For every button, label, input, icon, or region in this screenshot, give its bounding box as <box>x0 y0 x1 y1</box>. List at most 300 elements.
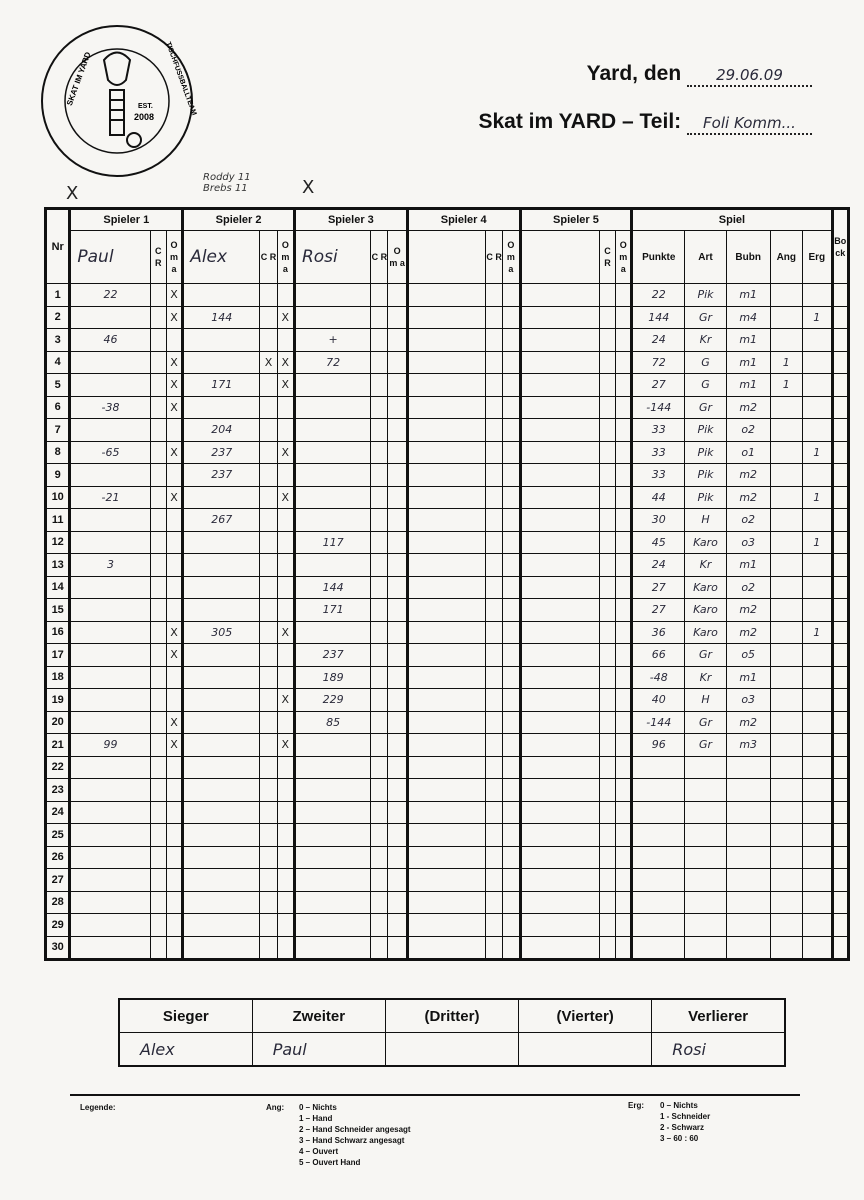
spiel-ang[interactable] <box>770 689 803 712</box>
spiel-punkte[interactable]: 72 <box>632 351 685 374</box>
player5-cr[interactable] <box>599 846 615 869</box>
player3-oma[interactable] <box>388 554 407 577</box>
spiel-punkte[interactable] <box>632 779 685 802</box>
player2-score[interactable] <box>183 486 260 509</box>
player1-score[interactable] <box>70 689 150 712</box>
player5-score[interactable] <box>520 689 599 712</box>
player4-cr[interactable] <box>486 891 503 914</box>
player4-score[interactable] <box>407 576 485 599</box>
spiel-punkte[interactable]: 27 <box>632 576 685 599</box>
player2-score[interactable] <box>183 554 260 577</box>
player5-oma[interactable] <box>616 599 632 622</box>
player4-cr[interactable] <box>486 486 503 509</box>
player5-oma[interactable] <box>616 419 632 442</box>
spiel-art[interactable]: G <box>685 351 727 374</box>
player2-oma[interactable] <box>277 891 294 914</box>
player3-cr[interactable] <box>371 914 388 937</box>
player2-score[interactable] <box>183 936 260 960</box>
bock-cell[interactable] <box>832 509 848 532</box>
player2-score[interactable] <box>183 396 260 419</box>
player1-oma[interactable] <box>166 914 182 937</box>
player4-oma[interactable] <box>503 531 520 554</box>
player3-score[interactable]: 117 <box>294 531 370 554</box>
bock-cell[interactable] <box>832 644 848 667</box>
player1-score[interactable] <box>70 531 150 554</box>
player2-oma[interactable]: X <box>277 351 294 374</box>
player3-oma[interactable] <box>388 351 407 374</box>
player4-cr[interactable] <box>486 689 503 712</box>
player4-oma[interactable] <box>503 869 520 892</box>
player4-cr[interactable] <box>486 914 503 937</box>
spiel-art[interactable]: Gr <box>685 711 727 734</box>
player1-score[interactable] <box>70 936 150 960</box>
player2-cr[interactable] <box>260 509 277 532</box>
player1-oma[interactable]: X <box>166 486 182 509</box>
player1-cr[interactable] <box>150 419 166 442</box>
player2-score[interactable] <box>183 689 260 712</box>
spiel-punkte[interactable]: 66 <box>632 644 685 667</box>
player5-cr[interactable] <box>599 666 615 689</box>
player2-oma[interactable] <box>277 576 294 599</box>
player5-cr[interactable] <box>599 779 615 802</box>
player2-cr[interactable] <box>260 374 277 397</box>
spiel-punkte[interactable]: 24 <box>632 554 685 577</box>
spiel-punkte[interactable]: -144 <box>632 711 685 734</box>
player2-cr[interactable] <box>260 396 277 419</box>
spiel-ang[interactable] <box>770 306 803 329</box>
spiel-ang[interactable] <box>770 419 803 442</box>
player4-score[interactable] <box>407 869 485 892</box>
player1-cr[interactable] <box>150 306 166 329</box>
player4-cr[interactable] <box>486 936 503 960</box>
player3-score[interactable] <box>294 486 370 509</box>
bock-cell[interactable] <box>832 801 848 824</box>
player5-oma[interactable] <box>616 441 632 464</box>
player2-oma[interactable] <box>277 419 294 442</box>
player5-cr[interactable] <box>599 396 615 419</box>
player3-score[interactable]: 229 <box>294 689 370 712</box>
player1-cr[interactable] <box>150 801 166 824</box>
spiel-bubn[interactable] <box>726 936 770 960</box>
player4-oma[interactable] <box>503 464 520 487</box>
result-value[interactable]: Alex <box>119 1033 252 1067</box>
player3-oma[interactable] <box>388 644 407 667</box>
player5-oma[interactable] <box>616 644 632 667</box>
spiel-punkte[interactable]: 96 <box>632 734 685 757</box>
player2-cr[interactable] <box>260 284 277 307</box>
bock-cell[interactable] <box>832 936 848 960</box>
player2-cr[interactable] <box>260 801 277 824</box>
player1-score[interactable] <box>70 801 150 824</box>
spiel-erg[interactable]: 1 <box>803 306 832 329</box>
spiel-ang[interactable] <box>770 464 803 487</box>
player4-cr[interactable] <box>486 801 503 824</box>
player3-score[interactable] <box>294 936 370 960</box>
player1-score[interactable]: 99 <box>70 734 150 757</box>
player1-cr[interactable] <box>150 711 166 734</box>
player3-score[interactable]: + <box>294 329 370 352</box>
player2-score[interactable]: 204 <box>183 419 260 442</box>
player5-score[interactable] <box>520 824 599 847</box>
player1-cr[interactable] <box>150 644 166 667</box>
player3-score[interactable] <box>294 464 370 487</box>
spiel-bubn[interactable]: m1 <box>726 284 770 307</box>
player4-score[interactable] <box>407 689 485 712</box>
player2-oma[interactable] <box>277 824 294 847</box>
player5-oma[interactable] <box>616 576 632 599</box>
bock-cell[interactable] <box>832 464 848 487</box>
spiel-ang[interactable] <box>770 734 803 757</box>
player4-oma[interactable] <box>503 734 520 757</box>
spiel-punkte[interactable]: 33 <box>632 464 685 487</box>
bock-cell[interactable] <box>832 284 848 307</box>
player3-oma[interactable] <box>388 914 407 937</box>
player4-score[interactable] <box>407 621 485 644</box>
player5-oma[interactable] <box>616 306 632 329</box>
spiel-erg[interactable] <box>803 666 832 689</box>
spiel-erg[interactable] <box>803 351 832 374</box>
spiel-punkte[interactable]: 30 <box>632 509 685 532</box>
player5-score[interactable] <box>520 509 599 532</box>
spiel-punkte[interactable]: -144 <box>632 396 685 419</box>
player5-cr[interactable] <box>599 801 615 824</box>
player4-score[interactable] <box>407 824 485 847</box>
bock-cell[interactable] <box>832 689 848 712</box>
spiel-art[interactable]: Gr <box>685 306 727 329</box>
spiel-punkte[interactable] <box>632 824 685 847</box>
player5-score[interactable] <box>520 306 599 329</box>
player3-score[interactable] <box>294 419 370 442</box>
spiel-punkte[interactable]: 27 <box>632 374 685 397</box>
player1-score[interactable] <box>70 779 150 802</box>
player5-oma[interactable] <box>616 396 632 419</box>
player4-cr[interactable] <box>486 779 503 802</box>
player4-oma[interactable] <box>503 936 520 960</box>
spiel-erg[interactable] <box>803 509 832 532</box>
player5-oma[interactable] <box>616 329 632 352</box>
bock-cell[interactable] <box>832 869 848 892</box>
player4-cr[interactable] <box>486 621 503 644</box>
spiel-erg[interactable] <box>803 756 832 779</box>
result-value[interactable]: Paul <box>252 1033 385 1067</box>
spiel-ang[interactable] <box>770 644 803 667</box>
player1-score[interactable] <box>70 374 150 397</box>
player3-oma[interactable] <box>388 419 407 442</box>
player2-cr[interactable] <box>260 914 277 937</box>
spiel-bubn[interactable]: m2 <box>726 464 770 487</box>
player5-oma[interactable] <box>616 351 632 374</box>
player1-score[interactable] <box>70 846 150 869</box>
spiel-erg[interactable] <box>803 464 832 487</box>
player4-score[interactable] <box>407 419 485 442</box>
player3-oma[interactable] <box>388 441 407 464</box>
player1-cr[interactable] <box>150 779 166 802</box>
player4-oma[interactable] <box>503 374 520 397</box>
result-value[interactable]: Rosi <box>652 1033 785 1067</box>
player1-score[interactable] <box>70 756 150 779</box>
player2-cr[interactable] <box>260 734 277 757</box>
spiel-bubn[interactable]: o5 <box>726 644 770 667</box>
player4-score[interactable] <box>407 779 485 802</box>
player5-oma[interactable] <box>616 891 632 914</box>
player3-score[interactable]: 189 <box>294 666 370 689</box>
player4-cr[interactable] <box>486 351 503 374</box>
player2-cr[interactable] <box>260 599 277 622</box>
player4-score[interactable] <box>407 464 485 487</box>
player1-oma[interactable] <box>166 936 182 960</box>
player1-oma[interactable] <box>166 576 182 599</box>
player3-oma[interactable] <box>388 689 407 712</box>
player2-oma[interactable] <box>277 666 294 689</box>
spiel-art[interactable] <box>685 891 727 914</box>
player2-score[interactable] <box>183 644 260 667</box>
player3-cr[interactable] <box>371 666 388 689</box>
player3-score[interactable] <box>294 509 370 532</box>
spiel-bubn[interactable]: m2 <box>726 621 770 644</box>
player1-score[interactable] <box>70 419 150 442</box>
player2-cr[interactable] <box>260 621 277 644</box>
player5-cr[interactable] <box>599 531 615 554</box>
player5-oma[interactable] <box>616 779 632 802</box>
player5-score[interactable] <box>520 644 599 667</box>
spiel-ang[interactable] <box>770 329 803 352</box>
spiel-art[interactable]: Kr <box>685 554 727 577</box>
player2-score[interactable]: 171 <box>183 374 260 397</box>
player1-cr[interactable] <box>150 284 166 307</box>
player5-cr[interactable] <box>599 509 615 532</box>
spiel-bubn[interactable]: m2 <box>726 396 770 419</box>
player5-cr[interactable] <box>599 464 615 487</box>
player5-score[interactable] <box>520 936 599 960</box>
player3-score[interactable] <box>294 914 370 937</box>
player5-oma[interactable] <box>616 936 632 960</box>
player2-oma[interactable] <box>277 936 294 960</box>
player4-oma[interactable] <box>503 779 520 802</box>
spiel-ang[interactable] <box>770 869 803 892</box>
player1-cr[interactable] <box>150 869 166 892</box>
spiel-erg[interactable] <box>803 734 832 757</box>
player5-score[interactable] <box>520 374 599 397</box>
player2-oma[interactable] <box>277 644 294 667</box>
player1-cr[interactable] <box>150 486 166 509</box>
player5-score[interactable] <box>520 621 599 644</box>
player5-score[interactable] <box>520 284 599 307</box>
player4-oma[interactable] <box>503 644 520 667</box>
spiel-art[interactable] <box>685 914 727 937</box>
spiel-ang[interactable] <box>770 554 803 577</box>
spiel-punkte[interactable]: 33 <box>632 441 685 464</box>
player5-score[interactable] <box>520 914 599 937</box>
spiel-erg[interactable] <box>803 576 832 599</box>
spiel-erg[interactable]: 1 <box>803 441 832 464</box>
player3-score[interactable] <box>294 284 370 307</box>
player5-score[interactable] <box>520 846 599 869</box>
player3-cr[interactable] <box>371 756 388 779</box>
spiel-bubn[interactable] <box>726 869 770 892</box>
player2-oma[interactable] <box>277 329 294 352</box>
player5-score[interactable] <box>520 576 599 599</box>
player1-oma[interactable] <box>166 666 182 689</box>
player4-score[interactable] <box>407 666 485 689</box>
player3-cr[interactable] <box>371 621 388 644</box>
player1-score[interactable] <box>70 869 150 892</box>
player2-oma[interactable] <box>277 846 294 869</box>
spiel-bubn[interactable]: m2 <box>726 711 770 734</box>
player1-cr[interactable] <box>150 509 166 532</box>
player2-oma[interactable]: X <box>277 734 294 757</box>
player3-cr[interactable] <box>371 644 388 667</box>
spiel-erg[interactable]: 1 <box>803 486 832 509</box>
player2-score[interactable] <box>183 824 260 847</box>
result-value[interactable] <box>519 1033 652 1067</box>
spiel-erg[interactable] <box>803 644 832 667</box>
player1-cr[interactable] <box>150 824 166 847</box>
player4-oma[interactable] <box>503 329 520 352</box>
player5-cr[interactable] <box>599 914 615 937</box>
spiel-art[interactable]: Gr <box>685 396 727 419</box>
player2-cr[interactable] <box>260 486 277 509</box>
player4-score[interactable] <box>407 711 485 734</box>
player4-cr[interactable] <box>486 734 503 757</box>
player-name-1[interactable]: Paul <box>70 231 150 284</box>
player4-score[interactable] <box>407 644 485 667</box>
bock-cell[interactable] <box>832 666 848 689</box>
bock-cell[interactable] <box>832 486 848 509</box>
bock-cell[interactable] <box>832 711 848 734</box>
player4-oma[interactable] <box>503 351 520 374</box>
player3-cr[interactable] <box>371 531 388 554</box>
player2-oma[interactable] <box>277 801 294 824</box>
spiel-ang[interactable] <box>770 441 803 464</box>
player2-oma[interactable] <box>277 711 294 734</box>
player2-score[interactable]: 237 <box>183 464 260 487</box>
player2-oma[interactable]: X <box>277 374 294 397</box>
player4-oma[interactable] <box>503 666 520 689</box>
player3-score[interactable] <box>294 441 370 464</box>
bock-cell[interactable] <box>832 554 848 577</box>
player4-score[interactable] <box>407 914 485 937</box>
player3-cr[interactable] <box>371 711 388 734</box>
player5-oma[interactable] <box>616 801 632 824</box>
spiel-bubn[interactable]: m2 <box>726 599 770 622</box>
player2-oma[interactable] <box>277 531 294 554</box>
spiel-punkte[interactable]: 40 <box>632 689 685 712</box>
player3-cr[interactable] <box>371 284 388 307</box>
player1-score[interactable] <box>70 351 150 374</box>
player3-oma[interactable] <box>388 486 407 509</box>
spiel-erg[interactable]: 1 <box>803 621 832 644</box>
spiel-ang[interactable] <box>770 846 803 869</box>
player2-cr[interactable] <box>260 644 277 667</box>
player2-score[interactable] <box>183 666 260 689</box>
spiel-punkte[interactable] <box>632 869 685 892</box>
player3-cr[interactable] <box>371 419 388 442</box>
spiel-bubn[interactable] <box>726 891 770 914</box>
spiel-ang[interactable] <box>770 576 803 599</box>
player2-score[interactable] <box>183 801 260 824</box>
player4-cr[interactable] <box>486 374 503 397</box>
bock-cell[interactable] <box>832 329 848 352</box>
spiel-erg[interactable] <box>803 914 832 937</box>
player2-cr[interactable] <box>260 936 277 960</box>
player3-cr[interactable] <box>371 869 388 892</box>
player4-score[interactable] <box>407 599 485 622</box>
player3-oma[interactable] <box>388 756 407 779</box>
player2-oma[interactable] <box>277 599 294 622</box>
player3-score[interactable] <box>294 374 370 397</box>
player3-score[interactable] <box>294 779 370 802</box>
player5-cr[interactable] <box>599 351 615 374</box>
player5-oma[interactable] <box>616 869 632 892</box>
spiel-bubn[interactable] <box>726 914 770 937</box>
player1-oma[interactable] <box>166 756 182 779</box>
player4-score[interactable] <box>407 329 485 352</box>
spiel-ang[interactable] <box>770 824 803 847</box>
spiel-bubn[interactable] <box>726 801 770 824</box>
spiel-punkte[interactable] <box>632 756 685 779</box>
bock-cell[interactable] <box>832 824 848 847</box>
player2-score[interactable] <box>183 599 260 622</box>
spiel-art[interactable] <box>685 801 727 824</box>
player1-cr[interactable] <box>150 531 166 554</box>
player5-oma[interactable] <box>616 464 632 487</box>
spiel-bubn[interactable] <box>726 846 770 869</box>
spiel-bubn[interactable]: o3 <box>726 531 770 554</box>
player3-cr[interactable] <box>371 351 388 374</box>
bock-cell[interactable] <box>832 306 848 329</box>
spiel-punkte[interactable] <box>632 914 685 937</box>
spiel-punkte[interactable] <box>632 891 685 914</box>
player2-score[interactable] <box>183 351 260 374</box>
player5-cr[interactable] <box>599 441 615 464</box>
player1-score[interactable]: 46 <box>70 329 150 352</box>
player3-oma[interactable] <box>388 576 407 599</box>
player1-score[interactable] <box>70 599 150 622</box>
spiel-bubn[interactable]: o2 <box>726 509 770 532</box>
player1-score[interactable] <box>70 914 150 937</box>
player1-oma[interactable] <box>166 329 182 352</box>
player4-cr[interactable] <box>486 711 503 734</box>
player3-cr[interactable] <box>371 734 388 757</box>
player2-score[interactable] <box>183 734 260 757</box>
spiel-ang[interactable]: 1 <box>770 374 803 397</box>
player3-oma[interactable] <box>388 599 407 622</box>
spiel-art[interactable] <box>685 869 727 892</box>
spiel-erg[interactable] <box>803 779 832 802</box>
player-name-5[interactable] <box>520 231 599 284</box>
player3-score[interactable] <box>294 734 370 757</box>
player3-cr[interactable] <box>371 374 388 397</box>
bock-cell[interactable] <box>832 531 848 554</box>
player3-cr[interactable] <box>371 329 388 352</box>
player2-cr[interactable] <box>260 329 277 352</box>
spiel-bubn[interactable]: m3 <box>726 734 770 757</box>
player3-cr[interactable] <box>371 576 388 599</box>
player1-oma[interactable]: X <box>166 284 182 307</box>
player1-oma[interactable] <box>166 419 182 442</box>
player3-cr[interactable] <box>371 824 388 847</box>
player2-oma[interactable] <box>277 464 294 487</box>
player2-score[interactable] <box>183 869 260 892</box>
player2-oma[interactable] <box>277 779 294 802</box>
player5-oma[interactable] <box>616 711 632 734</box>
spiel-erg[interactable] <box>803 599 832 622</box>
spiel-art[interactable]: Pik <box>685 284 727 307</box>
player3-score[interactable] <box>294 869 370 892</box>
player3-score[interactable] <box>294 554 370 577</box>
player2-oma[interactable] <box>277 554 294 577</box>
player1-cr[interactable] <box>150 734 166 757</box>
